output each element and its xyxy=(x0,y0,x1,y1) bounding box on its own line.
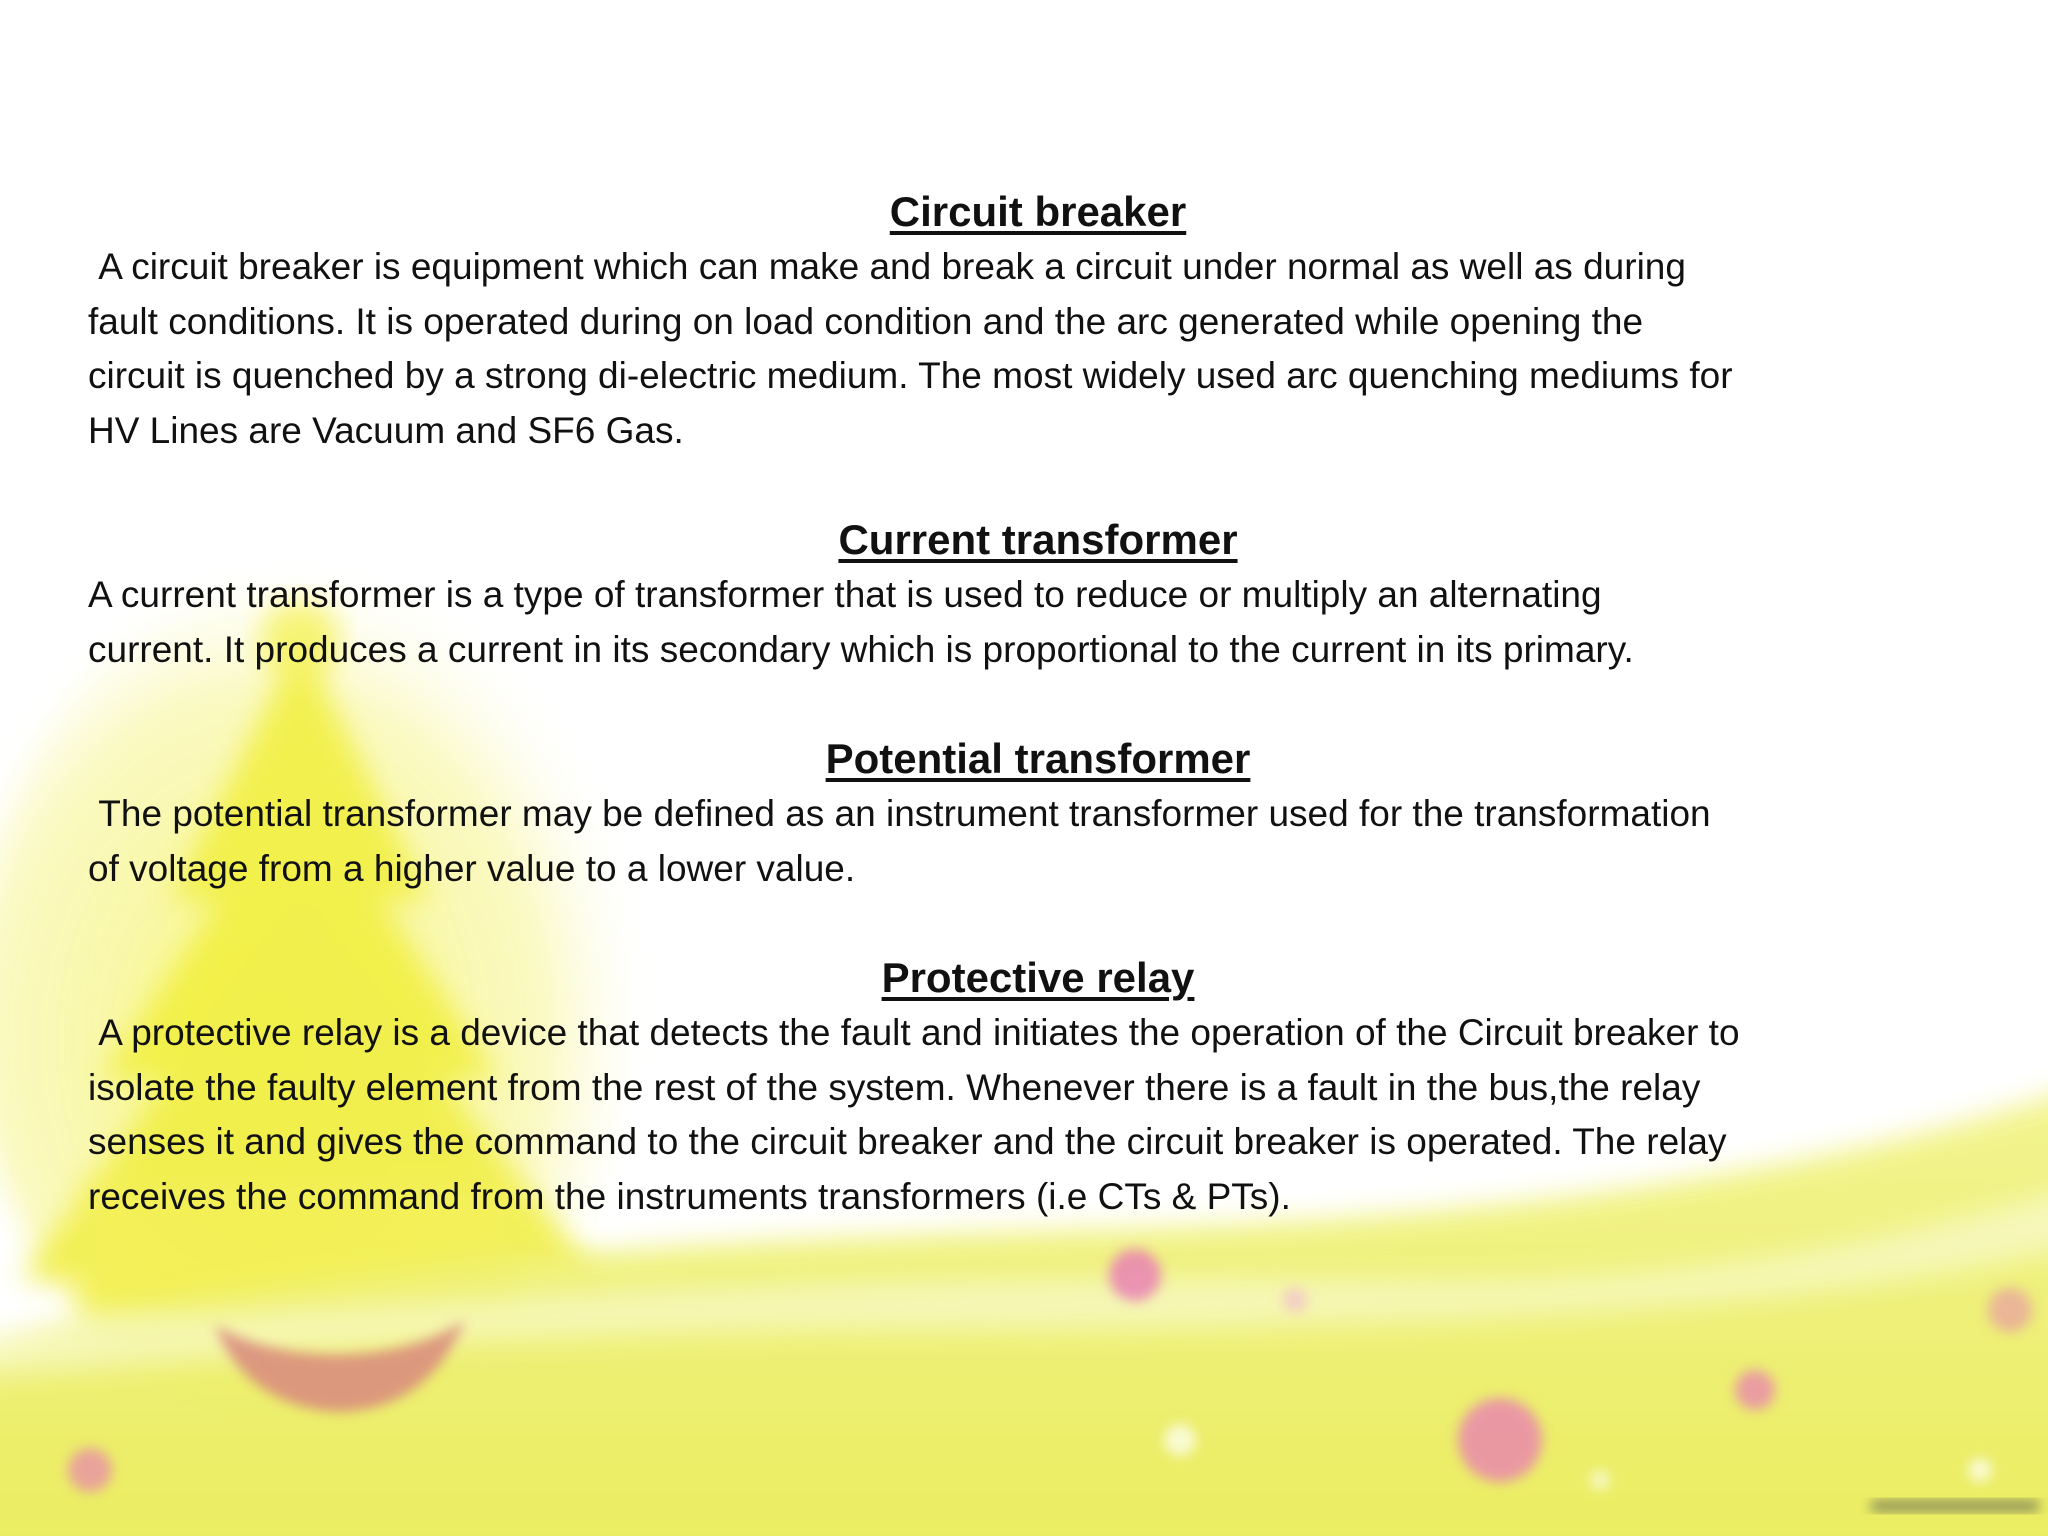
section-title: Circuit breaker xyxy=(889,188,1187,235)
section-gap xyxy=(88,896,1988,950)
ornament-icon xyxy=(1968,1458,1992,1482)
section-gap xyxy=(88,458,1988,512)
ornament-icon xyxy=(68,1448,112,1492)
section-body: A current transformer is a type of transformer that is used to reduce or multiply an alternating current. It produces a current in its secondary which is proportional to the current in its primary. xyxy=(88,574,1634,670)
ornament-icon xyxy=(1283,1288,1307,1312)
section-body: A circuit breaker is equipment which can make and break a circuit under normal as well as during fault conditions. It is operated during on load condition and the arc generated while opening the circuit is quenched by a strong di-electric medium. The most widely used arc quenching mediums for HV Lines are Vacuum and SF6 Gas. xyxy=(88,246,1733,451)
section-body: A protective relay is a device that detects the fault and initiates the operation of the Circuit breaker to isolate the faulty element from the rest of the system. Whenever there is a fault in the bus,the relay senses it and gives the command to the circuit breaker and the circuit breaker is operated. The relay receives the command from the instruments transformers (i.e CTs & PTs). xyxy=(88,1012,1740,1217)
section-gap xyxy=(88,677,1988,731)
ornament-icon xyxy=(1164,1424,1196,1456)
section-current-transformer xyxy=(88,512,1988,677)
ornament-icon xyxy=(1735,1370,1775,1410)
ornament-icon xyxy=(1109,1249,1161,1301)
section-body: The potential transformer may be defined as an instrument transformer used for the transformation of voltage from a higher value to a lower value. xyxy=(88,793,1711,889)
ornament-icon xyxy=(1590,1470,1610,1490)
section-potential-transformer xyxy=(88,731,1988,896)
section-title: Potential transformer xyxy=(825,735,1251,782)
section-title: Current transformer xyxy=(838,516,1238,563)
ornament-icon xyxy=(1458,1398,1542,1482)
ornament-icon xyxy=(1988,1288,2032,1332)
section-protective-relay xyxy=(88,950,1988,1224)
section-circuit-breaker xyxy=(88,184,1988,458)
slide-content xyxy=(88,184,1988,1224)
watermark-smudge xyxy=(1870,1500,2040,1512)
section-title: Protective relay xyxy=(881,954,1195,1001)
